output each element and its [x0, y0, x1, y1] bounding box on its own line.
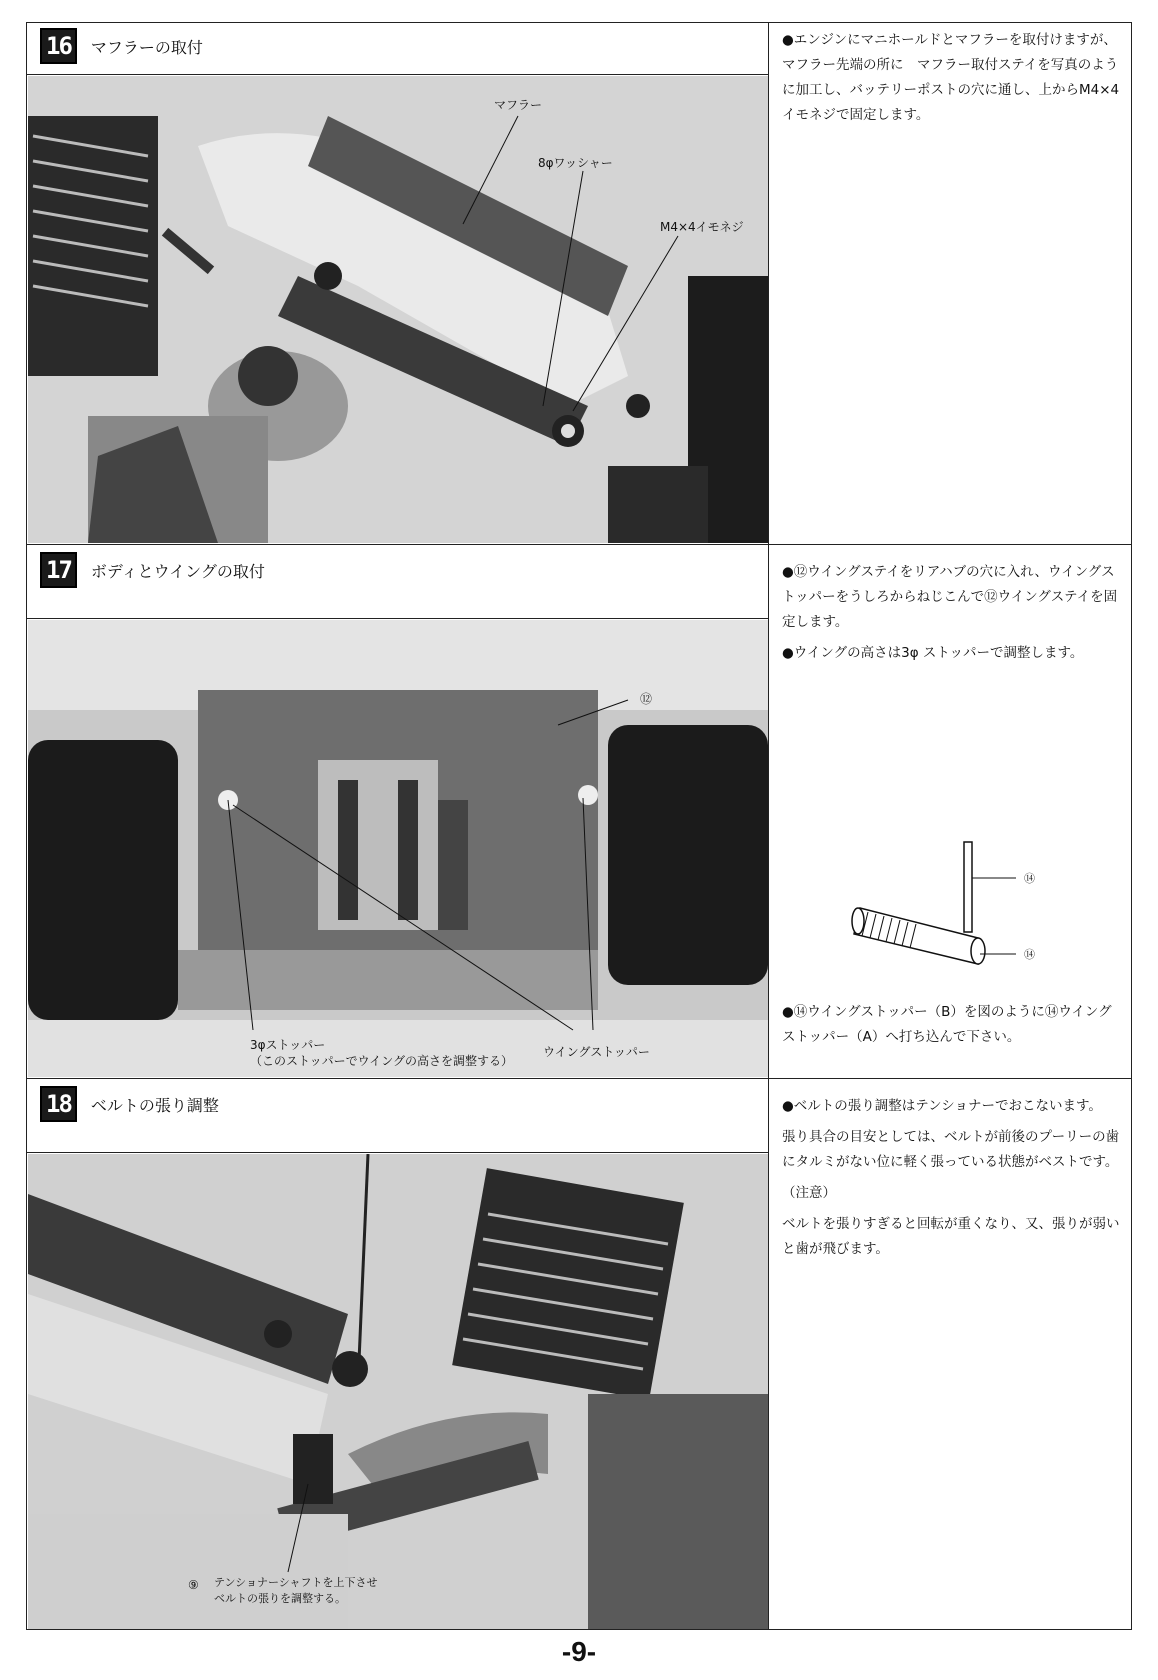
step-number: 17 — [40, 552, 77, 588]
step-title: ベルトの張り調整 — [90, 1095, 219, 1115]
step-17-header — [28, 546, 265, 594]
instruction-text: ベルトを張りすぎると回転が重くなり、又、張りが弱いと歯が飛びます。 — [782, 1216, 1120, 1257]
photo-label-part-122: ⑫ — [640, 692, 653, 706]
step-16-header — [28, 22, 203, 70]
photo-label-tensioner-2: ベルトの張りを調整する。 — [214, 1592, 346, 1605]
column-divider — [768, 22, 769, 544]
column-divider — [768, 544, 769, 1078]
instruction-text: 張り具合の目安としては、ベルトが前後のプーリーの歯にタルミがない位に軽く張っている状態がベストです。 — [782, 1129, 1120, 1170]
wing-stopper-diagram — [840, 838, 1040, 988]
diagram-label-143: ⑭ — [1024, 872, 1035, 885]
instruction-text: ●⑭ウイングストッパー（B）を図のように⑭ウイングストッパー（A）へ打ち込んで下さい。 — [782, 1004, 1112, 1045]
header-underline — [26, 1152, 768, 1153]
header-underline — [26, 618, 768, 619]
photo-label-stopper-note: （このストッパーでウイングの高さを調整する） — [250, 1054, 514, 1068]
step-18-photo — [28, 1154, 768, 1629]
photo-label-part-92: ⑨ — [188, 1578, 199, 1592]
step-title: ボディとウイングの取付 — [90, 561, 265, 581]
instruction-text: ●ウイングの高さは3φ ストッパーで調整します。 — [782, 645, 1084, 661]
step-17-photo — [28, 620, 768, 1077]
instruction-text: （注意） — [782, 1185, 836, 1201]
photo-label-stopper: 3φストッパー — [250, 1038, 326, 1052]
step-18-header — [28, 1080, 219, 1128]
photo-label-tensioner-1: テンショナーシャフトを上下させ — [214, 1576, 378, 1589]
step-16-instructions — [782, 28, 1122, 134]
step-title: マフラーの取付 — [90, 37, 203, 57]
step-number: 18 — [40, 1086, 77, 1122]
section-divider — [26, 1078, 1132, 1079]
step-number: 16 — [40, 28, 77, 64]
section-divider — [26, 544, 1132, 545]
diagram-label-142: ⑭ — [1024, 948, 1035, 961]
photo-label-wing-stopper: ウイングストッパー — [543, 1045, 650, 1059]
photo-label-setscrew: M4×4イモネジ — [660, 220, 744, 234]
page-number: -9- — [561, 1636, 597, 1667]
instruction-text: ●⑫ウイングステイをリアハブの穴に入れ、ウイングストッパーをうしろからねじこんで⑫ウイングステイを固定します。 — [782, 564, 1118, 630]
photo-label-muffler: マフラー — [494, 98, 543, 112]
step-17-instructions-2 — [782, 1000, 1122, 1056]
photo-label-washer: 8φワッシャー — [538, 156, 613, 170]
column-divider — [768, 1078, 769, 1630]
header-underline — [26, 74, 768, 75]
instruction-text: ●ベルトの張り調整はテンショナーでおこないます。 — [782, 1098, 1102, 1114]
step-16-photo — [28, 76, 768, 543]
step-17-instructions — [782, 560, 1122, 672]
step-18-instructions — [782, 1094, 1122, 1268]
instruction-text: ●エンジンにマニホールドとマフラーを取付けますが、マフラー先端の所に マフラー取付ステイを写真のように加工し、バッテリーポストの穴に通し、上からM4×4 イモネジで固定します。 — [782, 32, 1120, 123]
